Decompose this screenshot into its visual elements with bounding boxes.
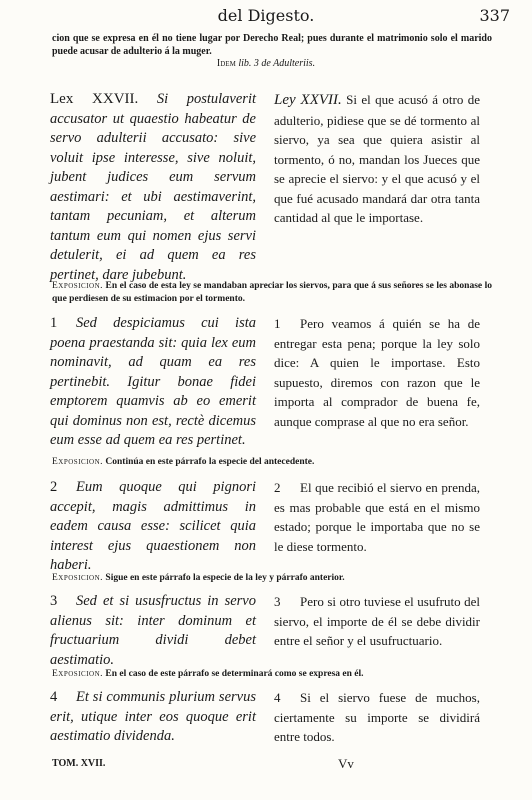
spanish-text-par-4: [274, 688, 480, 747]
paragraph-number: 3: [50, 593, 58, 609]
source-ref: lib. 3 de Adulteriis.: [238, 58, 316, 69]
exposicion-text: En el caso de este párrafo se determinará como se expresa en él.: [105, 669, 364, 679]
spanish-text-ley-27: [274, 90, 480, 228]
spanish-body: Si el siervo fuese de muchos, ciertamente su importe se dividirá entre todos.: [274, 690, 480, 744]
paragraph-number: 1: [50, 315, 58, 331]
intro-paragraph: cion que se expresa en él no tiene lugar por Derecho Real; pues durante el matrimonio solo el marido puede acusar de adulterio á la muger.: [52, 33, 492, 57]
exposicion-par-2: [52, 572, 492, 585]
exposicion-text: Continúa en este párrafo la especie del antecedente.: [105, 457, 315, 467]
paragraph-number: 4: [274, 690, 281, 705]
paragraph-number: 1: [274, 316, 281, 331]
exposicion-label: Exposicion.: [52, 573, 104, 583]
exposicion-par-3: [52, 668, 492, 681]
latin-label: Lex XXVII.: [50, 91, 139, 107]
exposicion-text: En el caso de esta ley se mandaban apreciar los siervos, para que á sus señores se les abonase lo que perdiesen de su estimacion por el tormento.: [52, 281, 492, 304]
spanish-body: Pero si otro tuviese el usufruto del siervo, el importe de él se debe dividir entre el señor y el usufructuario.: [274, 594, 480, 648]
latin-text-lex-27: [50, 90, 256, 285]
source-prefix: Idem: [216, 58, 236, 69]
page-number: 337: [479, 6, 510, 25]
spanish-text-par-3: [274, 592, 480, 651]
latin-text-par-1: [50, 314, 256, 451]
exposicion-label: Exposicion.: [52, 457, 104, 467]
spanish-body: Pero veamos á quién se ha de entregar esta pena; porque la ley solo dice: A quien le importase. Esto supuesto, diremos con razon que le importa al comprador de buena fe, aunque comprase al que no era señor.: [274, 316, 480, 429]
volume-label: TOM. XVII.: [52, 758, 106, 769]
paragraph-number: 4: [50, 689, 58, 705]
paragraph-number: 2: [274, 480, 281, 495]
signature-mark: Vv: [338, 756, 354, 771]
latin-text-par-3: [50, 592, 256, 670]
latin-body: Et si communis plurium servus erit, utique inter eos quoque erit aestimatio dividenda.: [50, 689, 256, 744]
latin-body: Sed despiciamus cui ista poena praestanda sit: quia lex eum nominavit, ad quam ea res pertinebit. Igitur bonae fidei emptorem quamvis ab eo emerit qui dominus non est, rectè dicemus eum esse ad quem ea res pertinet.: [50, 315, 256, 448]
exposicion-label: Exposicion.: [52, 669, 104, 679]
exposicion-par-1: [52, 456, 492, 469]
source-reference: [0, 58, 532, 69]
spanish-body: El que recibió el siervo en prenda, es mas probable que está en el mismo estado; porque le importaba que no se le diese tormento.: [274, 480, 480, 554]
latin-text-par-2: [50, 478, 256, 576]
spanish-body: Si el que acusó á otro de adulterio, pidiese que se dé tormento al siervo, ya sea que quiera asistir al tormento, ó no, mandan los Jueces que se aprecie el siervo: y el que acusó y el que fué acusado mandará dar otra tanta cantidad al que le importase.: [274, 92, 481, 225]
latin-body: Si postulaverit accusator ut quaestio habeatur de servo adulterii accusato: sive voluit ipse interesse, sive noluit, jubent judices eum servum aestimari: et ubi aestimaverint, tantam pecuniam, et alterum tantum eum qui nomen ejus servi detulerit, ei ad quem ea res pertinet, dare jubebunt.: [50, 91, 257, 283]
exposicion-text: Sigue en este párrafo la especie de la ley y párrafo anterior.: [105, 573, 345, 583]
latin-text-par-4: [50, 688, 256, 747]
running-head: del Digesto.: [217, 6, 315, 25]
spanish-text-par-1: [274, 314, 480, 431]
exposicion-ley-27: [52, 280, 492, 306]
exposicion-label: Exposicion.: [52, 281, 104, 291]
paragraph-number: 2: [50, 479, 58, 495]
paragraph-number: 3: [274, 594, 281, 609]
spanish-text-par-2: [274, 478, 480, 556]
latin-body: Eum quoque qui pignori accepit, magis admittimus in eadem causa esse: scilicet quia interest ejus quaestionem non haberi.: [50, 479, 256, 573]
latin-body: Sed et si ususfructus in servo alienus sit: inter dominum et fructuarium dividi debet aestimatio.: [50, 593, 256, 668]
spanish-label: Ley XXVII.: [274, 92, 342, 108]
